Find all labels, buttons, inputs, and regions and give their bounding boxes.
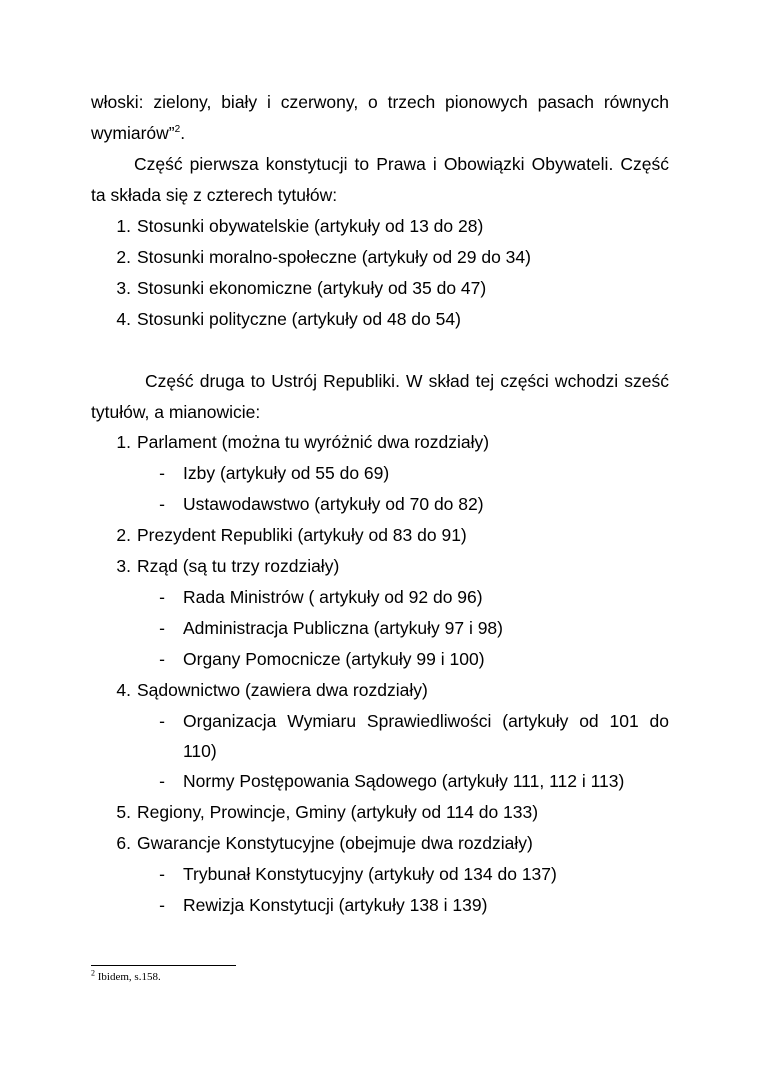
part2-line-2: tytułów, a mianowicie: [91,402,261,422]
sub-item-dash: - [159,771,165,791]
intro-line-2-end: . [180,123,186,143]
part2-item-text: Sądownictwo (zawiera dwa rozdziały) [137,680,428,700]
footnote-mark: 2 [91,968,95,978]
sub-item-text: Izby (artykuły od 55 do 69) [183,463,390,483]
intro-line-1: włoski: zielony, biały i czerwony, o trzech pionowych pasach równych [91,92,669,112]
sub-item-text: Normy Postępowania Sądowego (artykuły 111, 112 i 113) [183,771,625,791]
sub-item-text: Rewizja Konstytucji (artykuły 138 i 139) [183,895,488,915]
part2-item-text: Rząd (są tu trzy rozdziały) [137,556,340,576]
part2-item-number: 2. [116,525,131,545]
sub-item-dash: - [159,618,165,638]
part2-item-number: 5. [116,802,131,822]
sub-item-dash: - [159,864,165,884]
part2-item-number: 6. [116,833,131,853]
sub-item-dash: - [159,649,165,669]
part2-line-1: Część druga to Ustrój Republiki. W skład tej części wchodzi sześć [145,371,669,391]
footnote-separator [91,965,236,966]
sub-item-dash: - [159,494,165,514]
part1-item-number: 4. [116,309,131,329]
part2-item-number: 3. [116,556,131,576]
part2-item-number: 1. [116,432,131,452]
part2-item-text: Parlament (można tu wyróżnić dwa rozdziały) [137,432,490,452]
part1-item-number: 3. [116,278,131,298]
part1-item-number: 1. [116,216,131,236]
sub-item-dash: - [159,895,165,915]
part1-item-text: Stosunki obywatelskie (artykuły od 13 do 28) [137,216,484,236]
part2-item-text: Gwarancje Konstytucyjne (obejmuje dwa rozdziały) [137,833,533,853]
part1-item-text: Stosunki moralno-społeczne (artykuły od 29 do 34) [137,247,531,267]
intro-line-2-text: wymiarów” [91,123,175,143]
part2-item-number: 4. [116,680,131,700]
part1-item-text: Stosunki polityczne (artykuły od 48 do 54) [137,309,461,329]
sub-item-text: Administracja Publiczna (artykuły 97 i 98) [183,618,503,638]
footnote-text: Ibidem, s.158. [97,971,161,983]
part1-item-text: Stosunki ekonomiczne (artykuły od 35 do 47) [137,278,487,298]
part1-item-number: 2. [116,247,131,267]
footnote [91,970,161,984]
sub-item-text: Organizacja Wymiaru Sprawiedliwości (artykuły od 101 do [183,711,669,731]
part1-line-1: Część pierwsza konstytucji to Prawa i Obowiązki Obywateli. Część [134,154,669,174]
sub-item-text-continued: 110) [183,741,217,761]
sub-item-dash: - [159,463,165,483]
intro-line-2 [91,122,185,144]
sub-item-dash: - [159,711,165,731]
sub-item-text: Organy Pomocnicze (artykuły 99 i 100) [183,649,485,669]
part2-item-text: Regiony, Prowincje, Gminy (artykuły od 114 do 133) [137,802,539,822]
sub-item-text: Rada Ministrów ( artykuły od 92 do 96) [183,587,483,607]
sub-item-text: Trybunał Konstytucyjny (artykuły od 134 do 137) [183,864,557,884]
part1-line-2: ta składa się z czterech tytułów: [91,185,338,205]
part2-item-text: Prezydent Republiki (artykuły od 83 do 91) [137,525,467,545]
sub-item-text: Ustawodawstwo (artykuły od 70 do 82) [183,494,484,514]
sub-item-dash: - [159,587,165,607]
footnote-reference: 2 [174,124,181,136]
